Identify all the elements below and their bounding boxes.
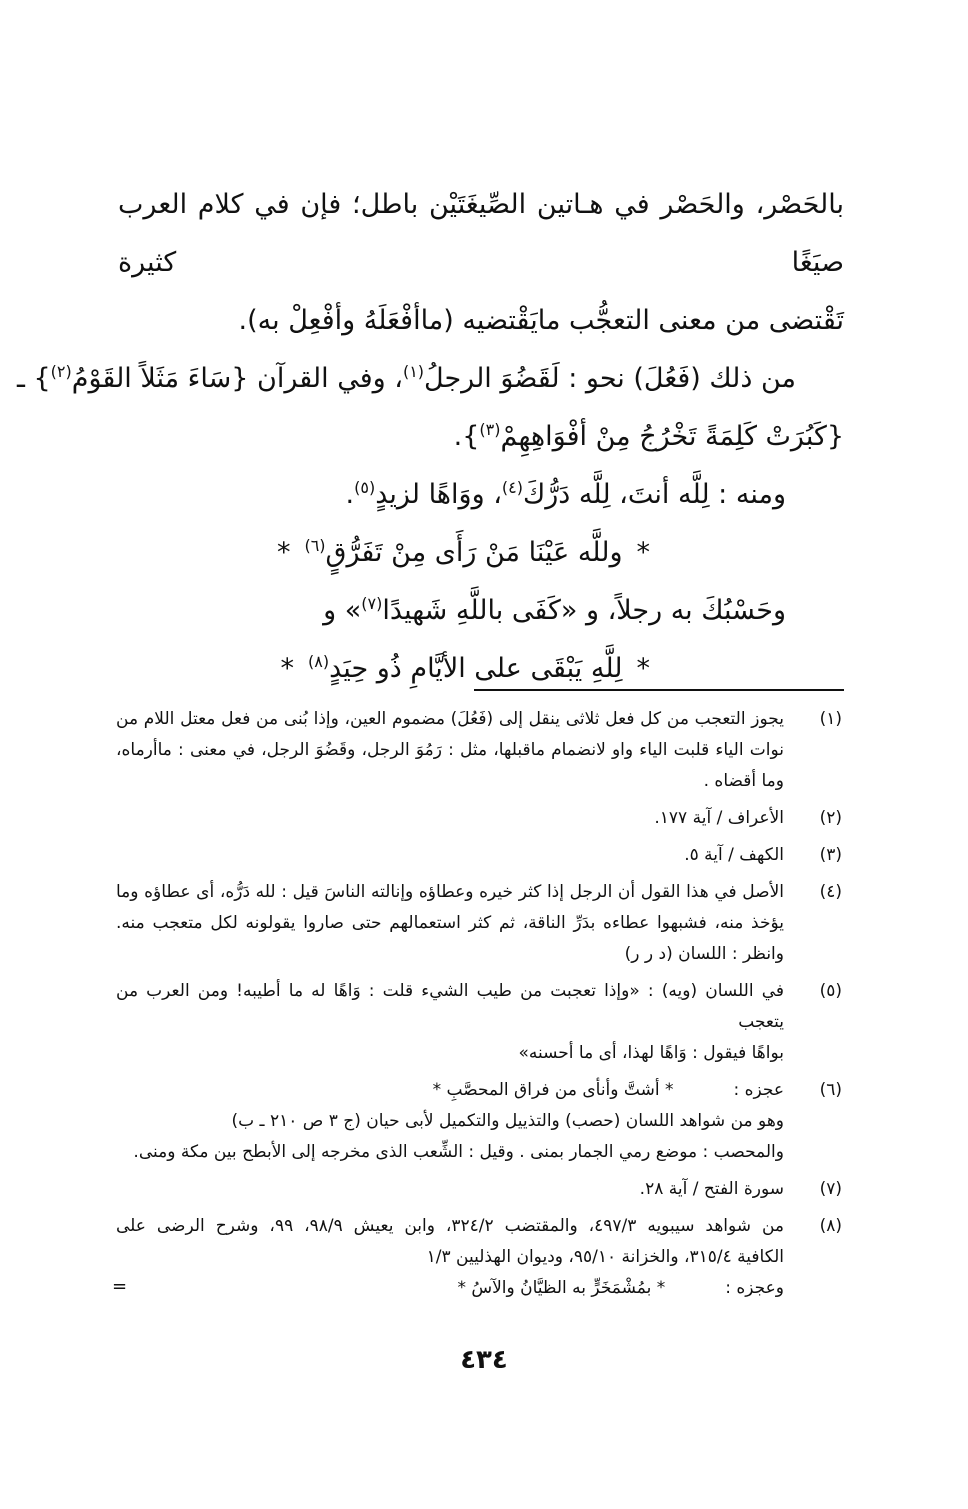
verse-star: * (280, 653, 295, 684)
footnote-number: (٥) (819, 981, 842, 1001)
footnote-line: يجوز التعجب من كل فعل ثلاثى ينقل إلى (فَعُلَ) مضموم العين، وإذا بُنى من فعل معتل اللام من (116, 709, 784, 729)
paragraph-4 (118, 582, 844, 640)
footnote-body (116, 1174, 784, 1205)
footnote-number: (٦) (819, 1080, 842, 1100)
footnote-body (116, 1075, 784, 1168)
paragraph-2-line-1 (16, 350, 844, 408)
footnote-ref-1: (١) (402, 362, 425, 381)
text-span: {كَبُرَتْ كَلِمَةً تَخْرُجُ مِنْ أفْوَاهِهِمْ (500, 421, 844, 452)
footnote-line: وهو من شواهد اللسان (حصب) والتذييل والتكميل لأبى حيان (ج ٣ ص ٢١٠ ـ ب) (231, 1111, 784, 1131)
footnote-body (116, 1211, 784, 1304)
footnote-7 (116, 1174, 848, 1205)
footnote-1 (116, 704, 848, 797)
paragraph-1-line-1: بالحَصْر، والحَصْر في هـاتين الصِّيغَتَيْن باطل؛ فإن في كلام العرب صيَغًا كثيرة (118, 189, 844, 278)
footnote-ref-4: (٤) (501, 478, 524, 497)
footnote-line: الكهف / آية ٥. (684, 845, 784, 865)
text-span: . (345, 479, 355, 510)
footnote-2 (116, 803, 848, 834)
footnote-3 (116, 840, 848, 871)
footnote-ref-2: (٢) (50, 362, 72, 381)
page-number: ٤٣٤ (460, 1345, 508, 1375)
footnote-body (116, 704, 784, 797)
footnote-number: (٧) (819, 1179, 842, 1199)
verse-star: * (636, 653, 650, 684)
footnote-ref-5: (٥) (354, 478, 376, 497)
text-span: } ـ (16, 363, 51, 394)
verse-text: وللَّه عَيْنَا مَنْ رَأَى مِنْ تَفَرُّقٍ (325, 537, 623, 568)
footnote-6 (116, 1075, 848, 1168)
footnote-8 (116, 1211, 848, 1304)
footnote-number: (٤) (819, 882, 842, 902)
footnote-ref-6: (٦) (304, 536, 326, 555)
main-text (16, 176, 844, 698)
footnote-line: وما أقضاه . (703, 771, 784, 791)
verse-text: لِلَّهِ يَبْقَى على الأيَّامِ ذُو حِيَدٍ (329, 653, 623, 684)
continuation-mark: = (112, 1276, 128, 1297)
footnote-5 (116, 976, 848, 1069)
footnote-number: (٢) (819, 808, 842, 828)
paragraph-3 (118, 466, 844, 524)
paragraph-2-line-2 (118, 408, 844, 466)
footnote-ref-3: (٣) (479, 420, 501, 439)
footnote-number: (٣) (819, 845, 842, 865)
verse-line-1 (118, 524, 844, 582)
text-span: ومنه : لِلَّه أنتَ، لِلَّه دَرُّكَ (523, 479, 786, 510)
text-span: وحَسْبُكَ به رجلاً، و «كَفَى باللَّهِ شَهيدًا (382, 595, 786, 626)
footnote-line: سورة الفتح / آية ٢٨. (639, 1179, 784, 1199)
footnote-line: يؤخذ منه، فشبهوا عطاءه بدَرِّ الناقة، ثم كثر استعمالهم حتى صاروا يقولونه لكل متعجب منه. (116, 913, 784, 933)
footnote-line (116, 1075, 784, 1106)
footnote-4 (116, 877, 848, 970)
footnote-ref-8: (٨) (308, 652, 330, 671)
hemistich-label: وعجزه : (725, 1278, 784, 1298)
footnote-line: والمحصب : موضع رمي الجمار بمنى . وقيل : الشِّعب الذى مخرجه إلى الأبطح بين مكة ومنى. (133, 1142, 784, 1162)
footnote-line: الكافية ٣١٥/٤، والخزانة ٩٥/١٠، وديوان الهذليين ١/٣ (426, 1247, 784, 1267)
footnote-ref-7: (٧) (361, 594, 383, 613)
hemistich-label: عجزه : (733, 1080, 784, 1100)
footnote-body (116, 976, 784, 1069)
hemistich: * أشتَّ وأنأى من فراق المحصَّبِ * (432, 1080, 674, 1100)
footnote-line: من شواهد سيبويه ٤٩٧/٣، والمقتضب ٣٢٤/٢، وابن يعيش ٩٨/٩، ٩٩، وشرح الرضى على (116, 1216, 785, 1236)
footnote-line (116, 1273, 784, 1304)
footnote-line: الأعراف / آية ١٧٧. (654, 808, 784, 828)
text-span: ، وفي القرآن {سَاءَ مَثَلاً القَوْمُ (71, 363, 403, 394)
footnote-line: الأصل في هذا القول أن الرجل إذا كثر خيره وعطاؤه وإنالته الناسَ قيل : لله دَرُّه، أى عطاؤه وما (116, 882, 784, 902)
footnote-line: بواهًا فيقول : وَاهًا لهذا، أى ما أحسنه» (518, 1043, 784, 1063)
verse-star: * (636, 537, 650, 568)
text-span: }. (453, 421, 480, 452)
footnote-number: (٨) (819, 1216, 842, 1236)
text-span: من ذلك (فَعُلَ) نحو : لَقَضُوَ الرجلُ (424, 363, 796, 394)
verse-star: * (276, 537, 291, 568)
footnote-line: وانظر : اللسان (د ر ر) (624, 944, 784, 964)
footnotes (116, 704, 848, 1310)
footnote-separator (474, 689, 844, 691)
text-span: ، ووَاهًا لزيدٍ (375, 479, 502, 510)
text-span: » و (323, 595, 362, 626)
hemistich: * بمُشْمَخَرٍّ به الظيَّانُ والآسُ * (457, 1278, 666, 1298)
footnote-line: نوات الياء قلبت الياء واو لانضمام ماقبلها، مثل : رَمُوَ الرجل، وقَضُوَ الرجل، في معنى : ماأرماه، (116, 740, 784, 760)
footnote-body (116, 840, 784, 871)
footnote-body (116, 803, 784, 834)
footnote-line: في اللسان (ويه) : «وإذا تعجبت من طيب الشيء قلت : وَاهًا له ما أطيبه! ومن العرب من يتعجب (116, 981, 784, 1032)
paragraph-1-line-2: تَقْتضى من معنى التعجُّب مايَقْتضيه (ماأفْعَلَهُ وأفْعِلْ به). (238, 305, 844, 336)
footnote-body (116, 877, 784, 970)
footnote-number: (١) (819, 709, 842, 729)
